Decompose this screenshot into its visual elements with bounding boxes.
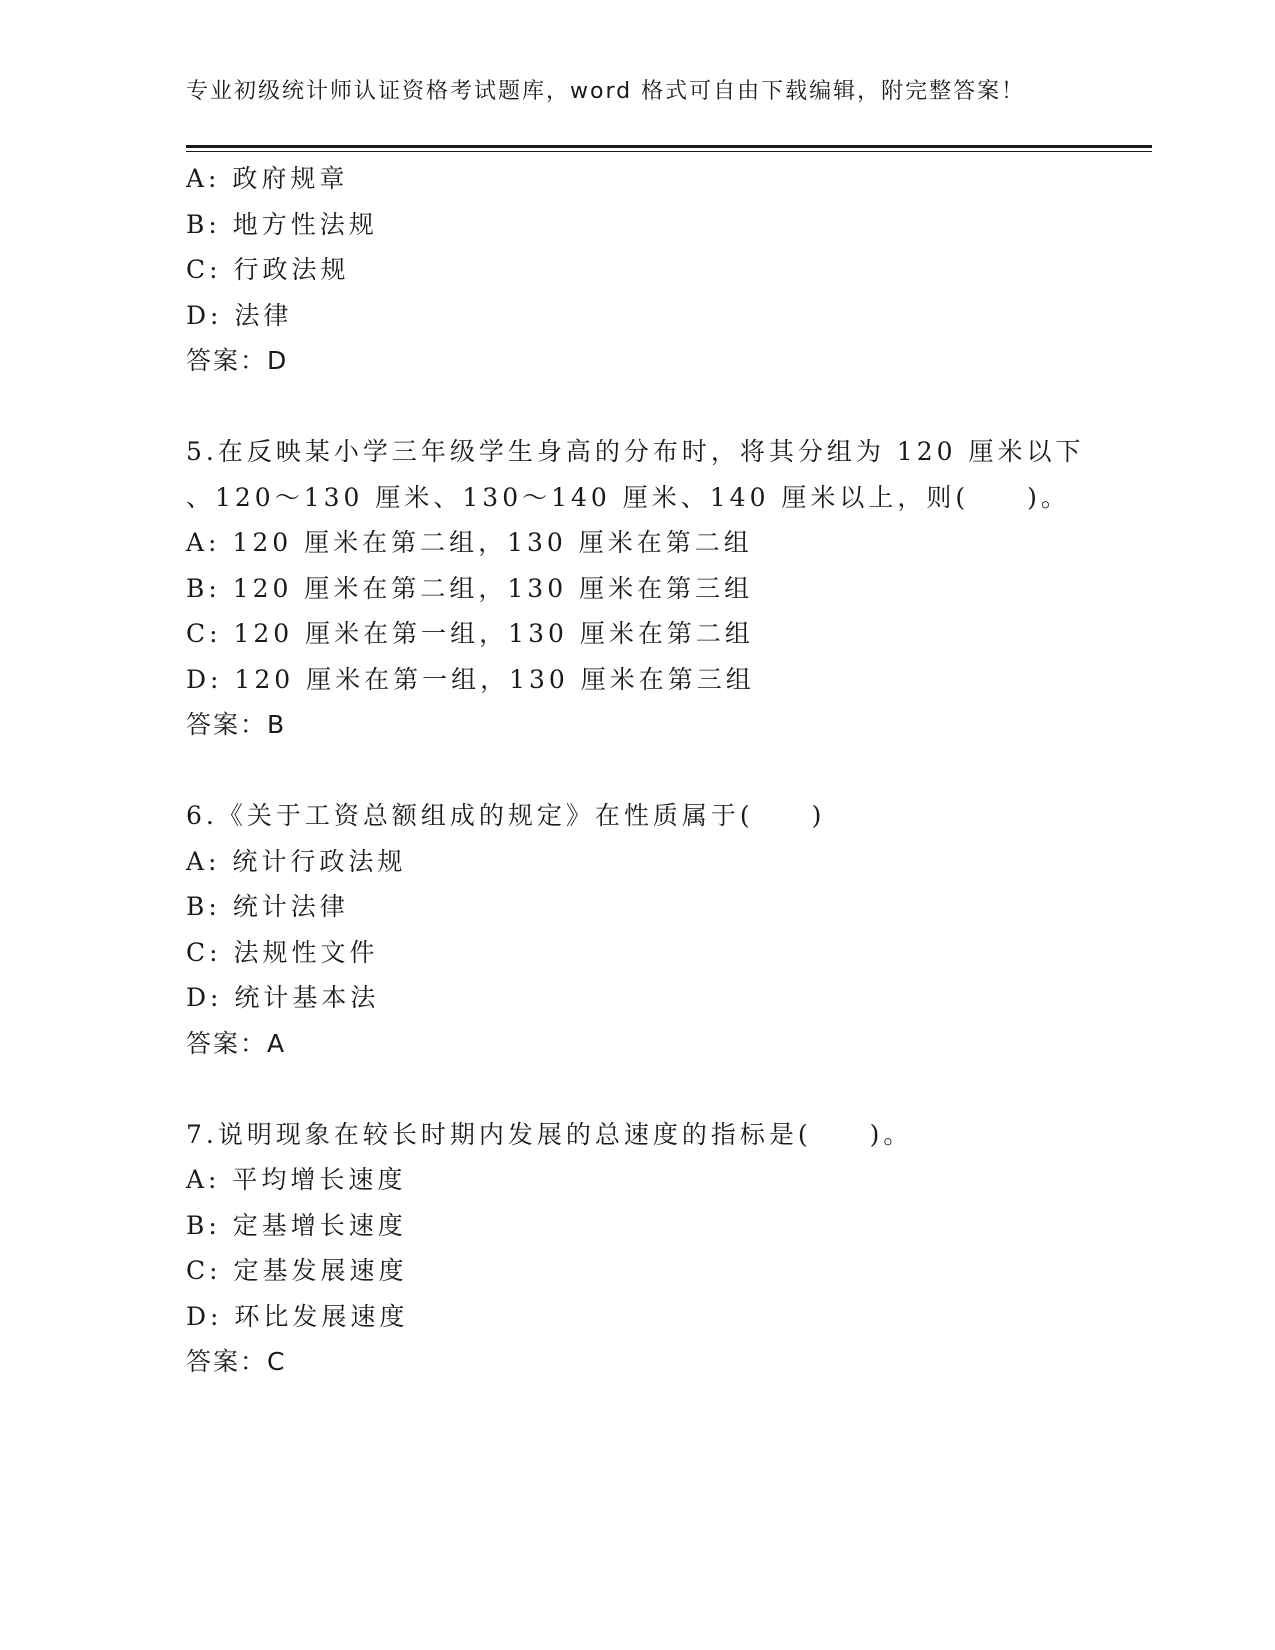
header-rule-thin	[186, 151, 1152, 152]
question-block	[186, 429, 1152, 748]
answer-line: 答案：A	[186, 1028, 287, 1058]
option-b: B: 地方性法规	[186, 209, 378, 239]
answer-line: 答案：C	[186, 1347, 287, 1376]
option-c: C: 120 厘米在第一组，130 厘米在第二组	[186, 619, 754, 648]
question-stem: 7.说明现象在较长时期内发展的总速度的指标是( )。	[186, 1119, 913, 1149]
header-title: 专业初级统计师认证资格考试题库，word 格式可自由下载编辑，附完整答案！	[186, 79, 1026, 104]
question-block	[186, 793, 1152, 1066]
option-d: D: 120 厘米在第一组，130 厘米在第三组	[186, 664, 755, 694]
spacer	[186, 384, 1152, 430]
spacer	[186, 1066, 1152, 1112]
question-stem: 、120～130 厘米、130～140 厘米、140 厘米以上，则( )。	[186, 482, 1070, 512]
header-rule-thick	[186, 145, 1152, 148]
option-a: A: 平均增长速度	[186, 1165, 407, 1194]
option-c: C: 行政法规	[186, 255, 350, 284]
option-d: D: 法律	[186, 300, 293, 330]
option-a: A: 统计行政法规	[186, 846, 407, 876]
option-d: D: 统计基本法	[186, 983, 380, 1012]
option-b: B: 120 厘米在第二组，130 厘米在第三组	[186, 573, 754, 603]
answer-line: 答案：B	[186, 710, 287, 739]
answer-line: 答案：D	[186, 346, 289, 375]
option-a: A: 政府规章	[186, 164, 349, 193]
option-c: C: 法规性文件	[186, 937, 379, 967]
option-b: B: 统计法律	[186, 892, 349, 921]
question-block	[186, 156, 1152, 384]
question-stem: 6.《关于工资总额组成的规定》在性质属于( )	[186, 801, 826, 830]
option-b: B: 定基增长速度	[186, 1210, 407, 1240]
option-d: D: 环比发展速度	[186, 1301, 409, 1331]
question-list	[186, 156, 1152, 1385]
spacer	[186, 748, 1152, 794]
question-stem: 5.在反映某小学三年级学生身高的分布时，将其分组为 120 厘米以下	[186, 437, 1085, 466]
option-a: A: 120 厘米在第二组，130 厘米在第二组	[186, 528, 753, 557]
option-c: C: 定基发展速度	[186, 1256, 408, 1285]
question-block	[186, 1112, 1152, 1385]
